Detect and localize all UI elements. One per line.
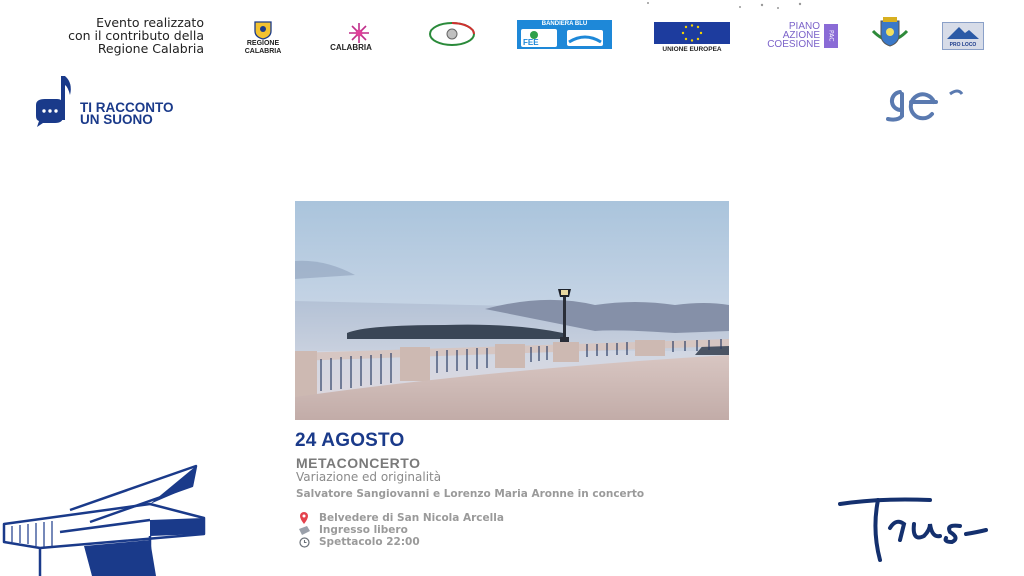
mountain-icon bbox=[947, 25, 979, 39]
ticket-icon bbox=[297, 524, 311, 536]
fee-label: FEE bbox=[523, 38, 539, 47]
decorative-specks bbox=[640, 0, 820, 12]
event-time: Spettacolo 22:00 bbox=[319, 536, 420, 548]
clock-icon bbox=[297, 536, 311, 548]
pac-line: COESIONE bbox=[767, 39, 820, 50]
sponsor-line: con il contributo della bbox=[68, 28, 204, 43]
event-date: 24 AGOSTO bbox=[295, 430, 405, 451]
brand-line: TI RACCONTO bbox=[80, 100, 174, 115]
sponsor-note bbox=[22, 16, 204, 55]
blue-flag-icon bbox=[565, 28, 605, 48]
eu-flag-icon bbox=[654, 22, 730, 44]
event-title: METACONCERTO bbox=[296, 455, 421, 471]
sun-flower-icon bbox=[331, 22, 371, 44]
pac-badge: PAC bbox=[824, 24, 838, 48]
calabria-tourism-logo bbox=[312, 22, 390, 52]
calabria-label: CALABRIA bbox=[330, 43, 372, 52]
pro-loco-logo bbox=[942, 22, 984, 50]
event-subtitle: Variazione ed originalità bbox=[296, 470, 442, 484]
event-location: Belvedere di San Nicola Arcella bbox=[319, 512, 504, 524]
map-pin-icon bbox=[297, 512, 311, 524]
event-entry: Ingresso libero bbox=[319, 524, 408, 536]
pac-logo bbox=[764, 22, 838, 50]
belvedere-photo bbox=[295, 201, 729, 420]
unione-europea-logo bbox=[648, 22, 736, 54]
municipal-crest-icon bbox=[867, 15, 913, 49]
event-performers: Salvatore Sangiovanni e Lorenzo Maria Aronne in concerto bbox=[296, 488, 645, 500]
brand-line: UN SUONO bbox=[80, 112, 153, 127]
bandiera-blu-logo bbox=[517, 20, 612, 49]
bandiera-blu-label: BANDIERA BLU bbox=[541, 21, 588, 27]
regione-calabria-logo bbox=[238, 20, 288, 56]
monogram-logo-icon bbox=[880, 84, 964, 122]
italian-republic-emblem-icon bbox=[428, 21, 476, 47]
pac-line: AZIONE bbox=[782, 30, 820, 41]
regione-calabria-label: REGIONE CALABRIA bbox=[244, 40, 282, 55]
sponsor-line: Evento realizzato bbox=[96, 15, 204, 30]
time-row bbox=[297, 536, 420, 548]
music-note-chat-icon bbox=[33, 73, 83, 127]
entry-row bbox=[297, 524, 408, 536]
trus-signature-logo bbox=[838, 480, 990, 566]
calabria-crest-icon bbox=[252, 20, 274, 40]
location-row bbox=[297, 512, 504, 524]
ti-racconto-un-suono-logo bbox=[33, 73, 203, 127]
sponsor-line: Regione Calabria bbox=[97, 41, 204, 56]
pro-loco-label: PRO LOCO bbox=[949, 42, 977, 48]
pac-line: PIANO bbox=[788, 21, 820, 32]
unione-europea-label: UNIONE EUROPEA bbox=[662, 46, 722, 53]
grand-piano-illustration bbox=[0, 462, 210, 576]
